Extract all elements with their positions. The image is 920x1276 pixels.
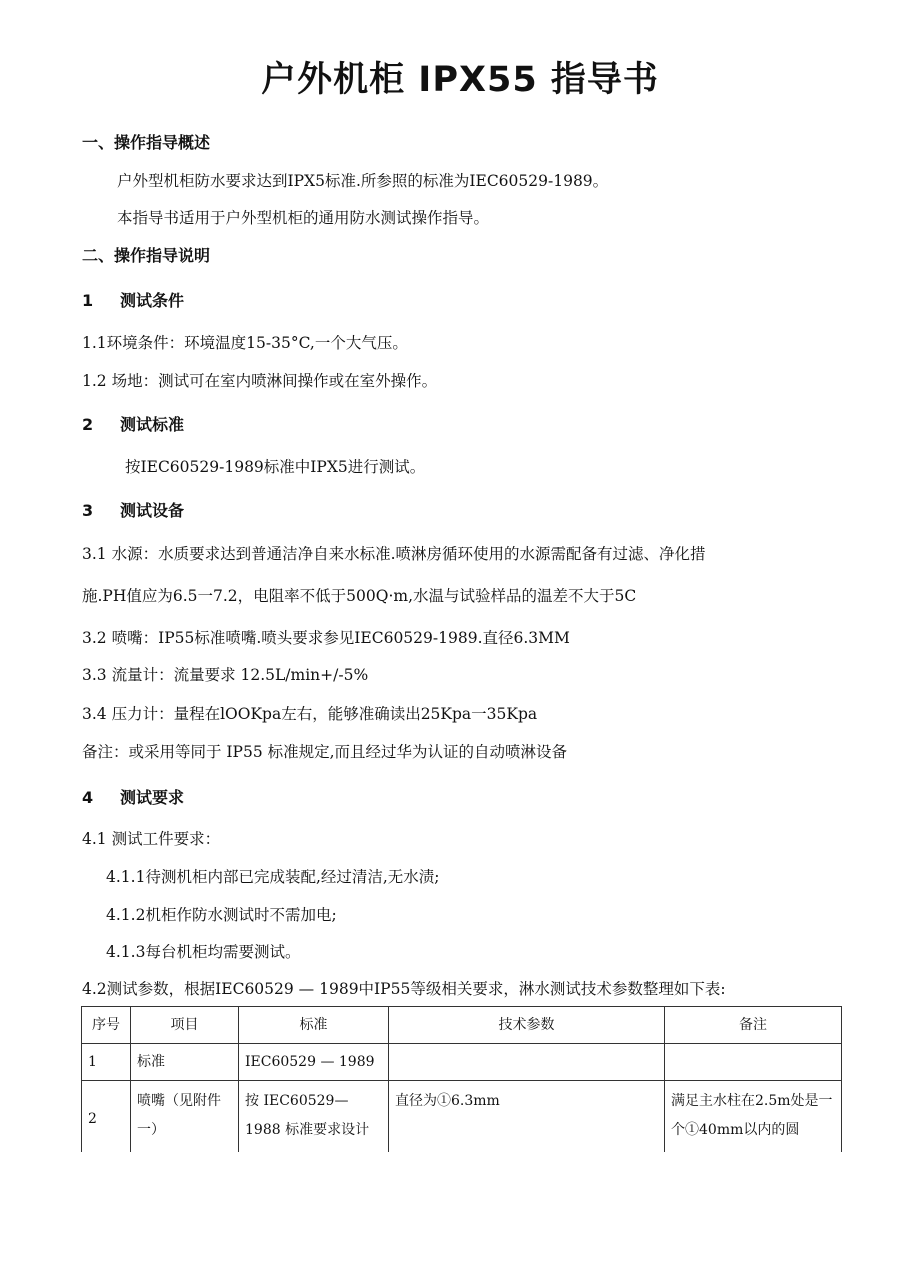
section2-heading: 二、操作指导说明: [82, 246, 211, 265]
sub1-line2: 1.2 场地：测试可在室内喷淋间操作或在室外操作。: [82, 372, 438, 390]
header-item: 项目: [131, 1007, 239, 1044]
cell-item: 喷嘴（见附件一）: [131, 1081, 239, 1158]
sub4-heading: [82, 785, 184, 808]
sub4-line1-3: 4.1.3每台机柜均需要测试。: [106, 943, 301, 961]
section1-para1: 户外型机柜防水要求达到IPX5标准.所参照的标准为IEC60529-1989。: [117, 172, 609, 190]
table-row: [82, 1044, 842, 1081]
cell-index: 1: [82, 1044, 131, 1081]
sub2-number: 2: [82, 415, 94, 434]
sub3-heading: [82, 498, 184, 521]
section1-heading: 一、操作指导概述: [82, 133, 211, 152]
sub2-heading: [82, 412, 184, 435]
header-index: 序号: [82, 1007, 131, 1044]
header-standard: 标准: [239, 1007, 389, 1044]
sub1-title: 测试条件: [120, 291, 185, 310]
table-row: [82, 1081, 842, 1158]
header-remarks: 备注: [665, 1007, 842, 1044]
sub3-title: 测试设备: [120, 501, 185, 520]
cell-standard: 按 IEC60529—1988 标准要求设计: [239, 1081, 389, 1158]
sub4-line1-1: 4.1.1待测机柜内部已完成装配,经过清洁,无水渍;: [106, 868, 440, 886]
sub4-title: 测试要求: [120, 788, 185, 807]
sub3-line1b: 施.PH值应为6.5一7.2，电阻率不低于500Q·m,水温与试验样品的温差不大于5C: [82, 587, 637, 605]
sub3-line3: 3.3 流量计：流量要求 12.5L/min+/-5%: [82, 666, 369, 684]
cell-remarks: 满足主水柱在2.5m处是一个①40mm以内的圆: [665, 1081, 842, 1158]
sub3-line1a: 3.1 水源：水质要求达到普通洁净自来水标准.喷淋房循环使用的水源需配备有过滤、净化措: [82, 545, 706, 563]
sub3-note: 备注：或采用等同于 IP55 标准规定,而且经过华为认证的自动喷淋设备: [82, 743, 568, 761]
section1-para2: 本指导书适用于户外型机柜的通用防水测试操作指导。: [117, 209, 490, 227]
page-bottom-margin: [0, 1152, 920, 1276]
cell-tech-params: [389, 1044, 665, 1081]
sub2-line1: 按IEC60529-1989标准中IPX5进行测试。: [125, 458, 426, 476]
page-title: 户外机柜 IPX55 指导书: [261, 60, 659, 100]
cell-item: 标准: [131, 1044, 239, 1081]
sub3-number: 3: [82, 501, 94, 520]
parameter-table: [81, 1006, 842, 1158]
cell-standard: IEC60529 — 1989: [239, 1044, 389, 1081]
sub3-line4: 3.4 压力计：量程在lOOKpa左右，能够准确读出25Kpa一35Kpa: [82, 705, 538, 723]
sub4-line1: 4.1 测试工件要求：: [82, 830, 221, 848]
table-header-row: [82, 1007, 842, 1044]
sub1-line1: 1.1环境条件：环境温度15-35°C,一个大气压。: [82, 334, 408, 352]
sub1-heading: [82, 288, 184, 311]
sub4-line2: 4.2测试参数，根据IEC60529 — 1989中IP55等级相关要求，淋水测试技术参数整理如下表:: [82, 980, 726, 998]
cell-index: 2: [82, 1081, 131, 1158]
cell-tech-params: 直径为①6.3mm: [389, 1081, 665, 1158]
header-tech-params: 技术参数: [389, 1007, 665, 1044]
sub3-line2: 3.2 喷嘴：IP55标准喷嘴.喷头要求参见IEC60529-1989.直径6.3MM: [82, 629, 570, 647]
sub4-line1-2: 4.1.2机柜作防水测试时不需加电;: [106, 906, 337, 924]
cell-remarks: [665, 1044, 842, 1081]
sub1-number: 1: [82, 291, 94, 310]
sub4-number: 4: [82, 788, 94, 807]
sub2-title: 测试标准: [120, 415, 185, 434]
